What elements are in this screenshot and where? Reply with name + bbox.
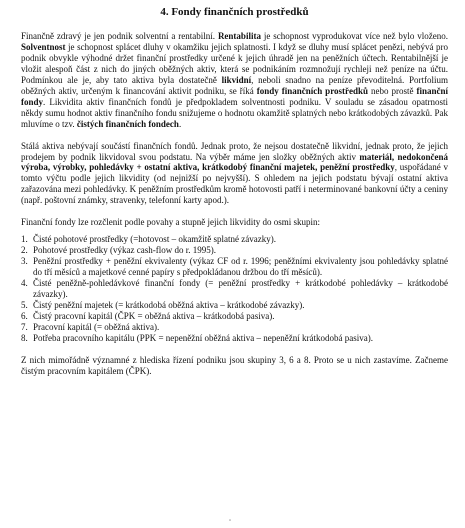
bold-term: materiál, nedokončená výroba, výrobky, pohledávky + ostatní aktiva, krátkodobý finanční majetek, peněžní prostředky	[21, 151, 449, 173]
list-item	[21, 278, 448, 300]
list-item-number: 6.	[21, 310, 28, 321]
bold-term: Rentabilita	[217, 31, 261, 41]
list-item-number: 7.	[21, 321, 28, 332]
bold-term: likvidní	[221, 74, 252, 85]
paragraph-list-intro: Finanční fondy lze rozčlenit podle povahy a stupně jejich likvidity do osmi skupin:	[21, 217, 320, 228]
text-run: je schopnost vyprodukovat více než bylo vloženo.	[260, 31, 448, 41]
list-item-number: 3.	[21, 256, 28, 267]
text-run: , uspořádané v tomto výčtu podle jejich likvidity (od nejnižší po nejvyšší). S ohledem na jejich podstatu bývají ostatní aktiva zařazována mezi pohledávky. K peněžním prostředkům kromě hotovosti patří i neterminované bankovní účty a ceniny (např. poštovní známky, stravenky, telefonní karty apod.).	[21, 162, 448, 206]
list-item-text: Potřeba pracovního kapitálu (PPK = nepeněžní oběžná aktiva – nepeněžní krátkodobá pasiva).	[33, 332, 373, 343]
text-run: Finančně zdravý je jen podnik solventní a rentabilní.	[21, 31, 218, 41]
list-item-text: Pohotové prostředky (výkaz cash-flow do r. 1995).	[33, 245, 216, 256]
bold-term: finanční fondy	[21, 85, 448, 107]
list-item-number: 2.	[21, 245, 28, 256]
list-item-number: 1.	[21, 234, 28, 245]
list-item	[21, 234, 448, 245]
list-item-text: Čisté pohotové prostředky (=hotovost – okamžitě splatné závazky).	[33, 234, 277, 245]
text-run: , neboli snadno na peníze převoditelná. Portfolium oběžných aktiv, určeným k financování aktivit podniku, se říká	[21, 74, 448, 96]
paragraph-conclusion: Z nich mimořádně významné z hlediska řízení podniku jsou skupiny 3, 6 a 8. Proto se u nich zastavíme. Začneme čistým pracovním kapitálem (ČPK).	[21, 354, 448, 376]
fund-groups-list	[21, 234, 448, 344]
list-item	[21, 245, 448, 256]
list-item	[21, 333, 448, 344]
list-item-text: Peněžní prostředky + peněžní ekvivalenty (výkaz CF od r. 1996; peněžními ekvivalenty jsou pohledávky splatné do tří měsíců a majetkové cenné papíry s předpokládanou držbou do tří měsíců).	[33, 256, 448, 278]
list-item-text: Čisté peněžně-pohledávkové finanční fondy (= peněžní prostředky + krátkodobé pohledávky – krátkodobé závazky).	[33, 278, 448, 300]
paragraph-fixed-assets	[21, 141, 448, 207]
list-item-number: 5.	[21, 299, 28, 310]
page-footer-mark: ˇ	[229, 520, 231, 526]
text-run: nebo prostě	[368, 85, 417, 96]
list-item-text: Pracovní kapitál (= oběžná aktiva).	[33, 321, 160, 332]
list-item	[21, 311, 448, 322]
text-run: . Likvidita aktiv finančních fondů je předpokladem solventnosti podniku. V souladu se zásadou opatrnosti někdy sumu hodnot aktiv finančního fondu snižujeme o hodnotu okamžitě splatných nebo krátkodobých závazků. Pak mluvíme o tzv.	[21, 96, 448, 129]
list-item-text: Čistý pracovní kapitál (ČPK = oběžná aktiva – krátkodobá pasiva).	[33, 310, 275, 321]
text-run: je schopnost splácet dluhy v okamžiku jejich splatnosti. I když se dluhy musí splácet penězi, nebývá pro podnik obvykle výhodné držet finanční prostředky určené k jejich úhradě jen na peněžních účtech. Rentabilnější je vložit alespoň část z nich do jiných oběžných aktiv, která se podnikáním rozmnožují rychleji než peníze na účtu. Podmínkou ale je, aby tato aktiva byla dostatečně	[21, 41, 448, 85]
bold-term: Solventnost	[21, 41, 66, 52]
list-item	[21, 256, 448, 278]
text-run: .	[178, 118, 182, 129]
section-heading: 4. Fondy finančních prostředků	[160, 6, 309, 18]
list-item-number: 8.	[21, 332, 28, 343]
list-item	[21, 300, 448, 311]
bold-term: fondy finančních prostředků	[256, 85, 369, 96]
text-run: Stálá aktiva nebývají součástí finančních fondů. Jednak proto, že nejsou dostatečně likvidní, jednak proto, že jejich prodejem by podnik likvidoval svou podstatu. Na výběr máme jen složky oběžných aktiv	[21, 140, 448, 162]
list-item	[21, 322, 448, 333]
bold-term: čistých finančních fondech	[76, 118, 179, 129]
paragraph-intro	[21, 31, 448, 130]
list-item-number: 4.	[21, 278, 28, 289]
list-item-text: Čistý peněžní majetek (= krátkodobá oběžná aktiva – krátkodobé závazky).	[33, 299, 305, 310]
